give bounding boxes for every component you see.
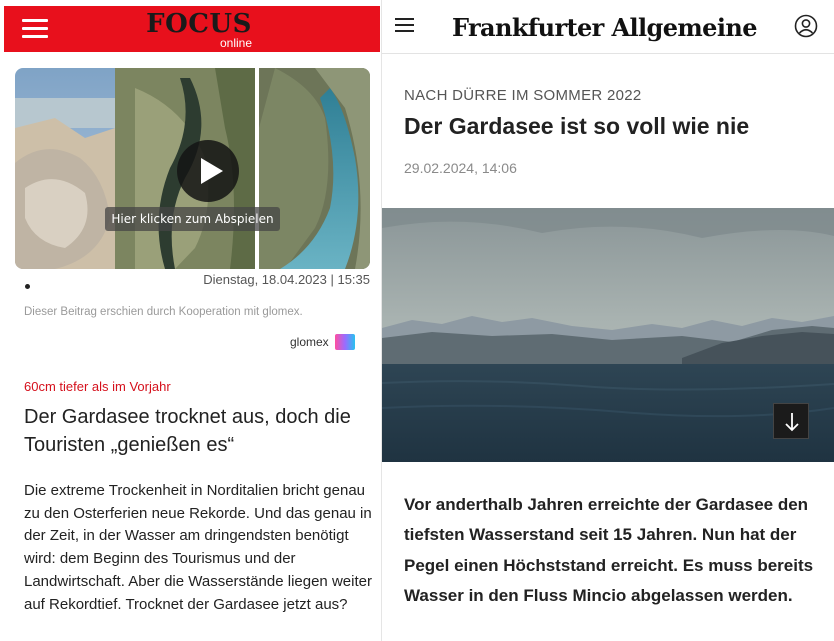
article-kicker: 60cm tiefer als im Vorjahr — [24, 379, 171, 394]
scroll-down-button[interactable] — [773, 403, 809, 439]
article-teaser: Vor anderthalb Jahren erreichte der Gardasee den tiefsten Wasserstand seit 15 Jahren. Nun hat der Pegel einen Höchststand erreicht. Es muss bereits Wasser in den Fluss Mincio abgelassen werden. — [404, 495, 814, 605]
cooperation-note: Dieser Beitrag erschien durch Kooperation mit glomex. — [24, 306, 303, 318]
focus-header — [4, 6, 380, 52]
arrow-down-icon — [774, 404, 810, 440]
partner-logo[interactable] — [290, 331, 355, 349]
play-icon[interactable] — [177, 140, 239, 202]
article-headline: Der Gardasee ist so voll wie nie — [404, 113, 750, 139]
faz-logo[interactable]: Frankfurter Allgemeine — [452, 13, 757, 42]
glomex-logo-icon — [335, 334, 355, 350]
article-kicker: NACH DÜRRE IM SOMMER 2022 — [404, 87, 642, 104]
focus-logo[interactable] — [144, 9, 254, 49]
video-player[interactable] — [15, 68, 370, 269]
header-divider — [382, 53, 834, 54]
partner-name: glomex — [290, 334, 329, 349]
publish-date: 29.02.2024, 14:06 — [404, 160, 517, 176]
publish-date: Dienstag, 18.04.2023 | 15:35 — [203, 272, 370, 287]
article-headline: Der Gardasee trocknet aus, doch die Touristen „genießen es“ — [24, 406, 351, 456]
focus-logo-word: FOCUS — [146, 9, 252, 39]
play-hint[interactable]: Hier klicken zum Abspielen — [105, 207, 280, 231]
carousel-dot[interactable] — [25, 284, 30, 289]
focus-logo-sub: online — [219, 36, 252, 50]
focus-article-panel — [0, 0, 381, 641]
article-teaser: Die extreme Trockenheit in Norditalien bricht genau zu den Osterferien neue Rekorde. Und das genau in der Zeit, in der Wasser am dringendsten benötigt wird: dem Beginn des Tourismus und der Landwirtschaft. Aber die Wasserstände liegen weiter auf Rekordtief. Trocknet der Gardasee jetzt aus? — [24, 482, 372, 613]
menu-icon[interactable] — [22, 19, 48, 39]
user-account-icon[interactable] — [794, 14, 818, 38]
faz-article-panel — [382, 0, 834, 641]
menu-icon[interactable] — [395, 18, 414, 33]
lake-photo — [382, 208, 834, 462]
